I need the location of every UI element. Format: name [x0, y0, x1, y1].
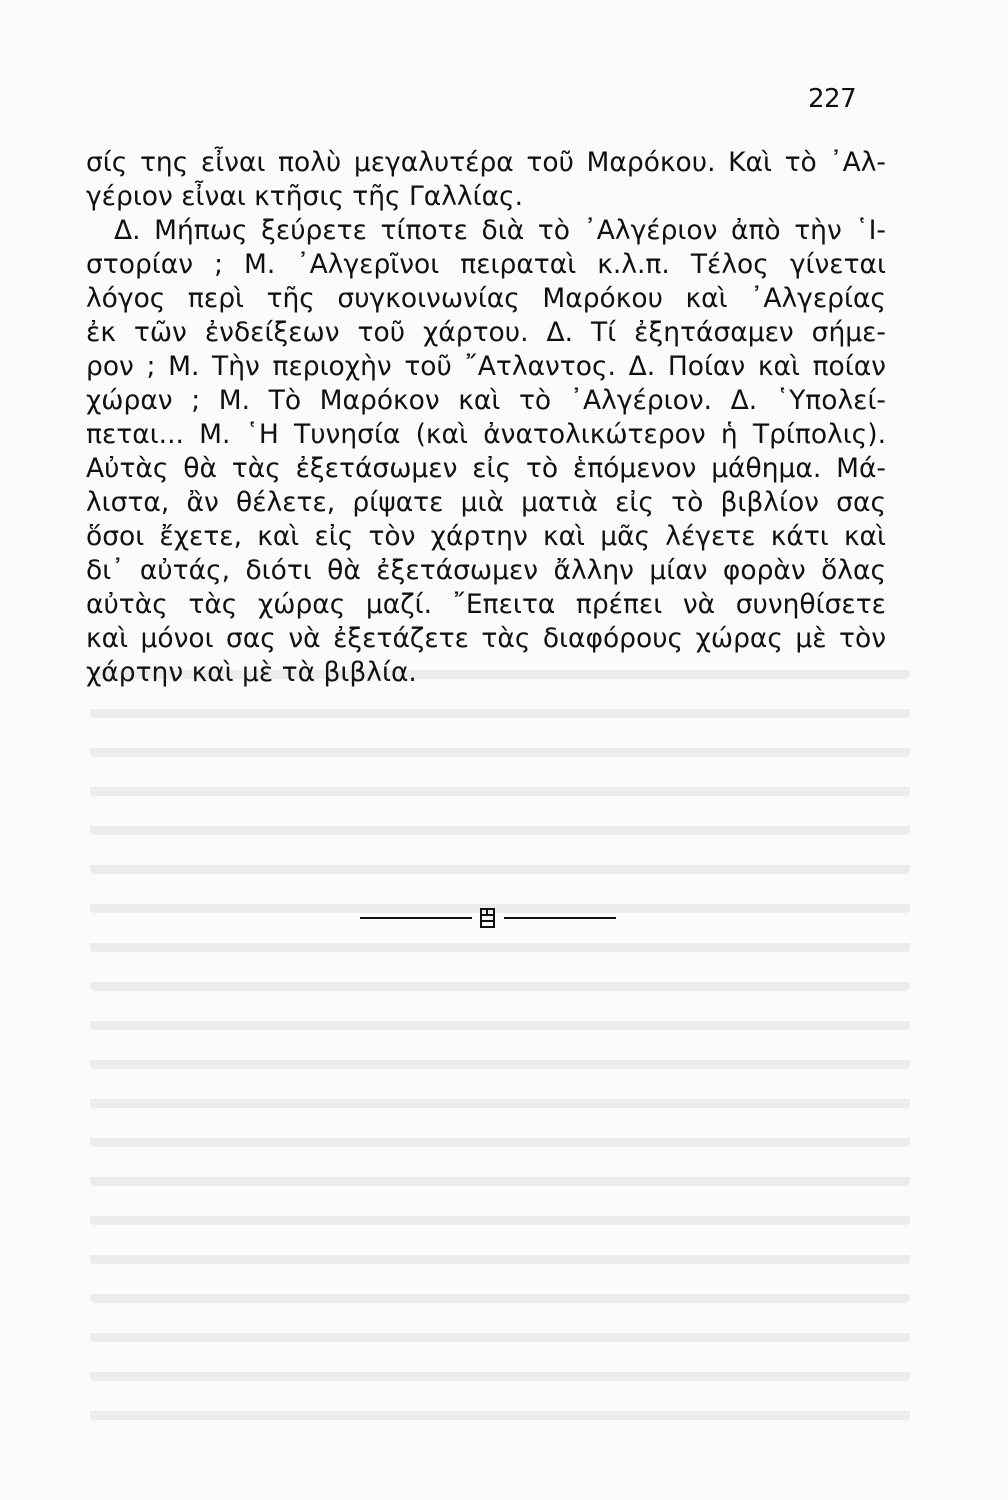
text-line: στορίαν ; Μ. ᾿Αλγερῖνοι πειραταὶ κ.λ.π. Τέλος γίνεται: [86, 249, 886, 280]
section-ornament-icon: [478, 906, 498, 930]
text-line: ὅσοι ἔχετε, καὶ εἰς τὸν χάρτην καὶ μᾶς λέγετε κάτι καὶ: [86, 521, 886, 552]
body-text: [86, 146, 886, 690]
separator-rule-left: [360, 917, 472, 919]
text-line: χάρτην καὶ μὲ τὰ βιβλία.: [86, 657, 417, 688]
text-line: Δ. Μήπως ξεύρετε τίποτε διὰ τὸ ᾿Αλγέριον ἀπὸ τὴν ῾Ι-: [114, 215, 886, 246]
text-line: χώραν ; Μ. Τὸ Μαρόκον καὶ τὸ ᾿Αλγέριον. Δ. ῾Υπολεί-: [86, 385, 886, 416]
text-line: καὶ μόνοι σας νὰ ἐξετάζετε τὰς διαφόρους χώρας μὲ τὸν: [86, 623, 886, 654]
bleed-through-texture: [90, 640, 910, 1440]
text-line: λιστα, ἂν θέλετε, ρίψατε μιὰ ματιὰ εἰς τὸ βιβλίον σας: [86, 487, 886, 518]
section-separator: [360, 906, 616, 930]
text-line: λόγος περὶ τῆς συγκοινωνίας Μαρόκου καὶ ᾿Αλγερίας: [86, 283, 886, 314]
text-line: Αὐτὰς θὰ τὰς ἐξετάσωμεν εἰς τὸ ἑπόμενον μάθημα. Μά-: [86, 453, 886, 484]
text-line: πεται... Μ. ῾Η Τυνησία (καὶ ἀνατολικώτερον ἡ Τρίπολις).: [86, 419, 886, 450]
text-line: σίς της εἶναι πολὺ μεγαλυτέρα τοῦ Μαρόκου. Καὶ τὸ ᾿Αλ-: [86, 147, 886, 178]
text-line: ρον ; Μ. Τὴν περιοχὴν τοῦ ῎Ατλαντος. Δ. Ποίαν καὶ ποίαν: [86, 351, 886, 382]
page-number: 227: [808, 84, 857, 114]
text-line: ἐκ τῶν ἐνδείξεων τοῦ χάρτου. Δ. Τί ἐξητάσαμεν σήμε-: [86, 317, 886, 348]
text-line: γέριον εἶναι κτῆσις τῆς Γαλλίας.: [86, 181, 524, 212]
text-line: αὐτὰς τὰς χώρας μαζί. ῎Επειτα πρέπει νὰ συνηθίσετε: [86, 589, 886, 620]
text-line: δι᾿ αὐτάς, διότι θὰ ἐξετάσωμεν ἄλλην μίαν φορὰν ὅλας: [86, 555, 886, 586]
separator-rule-right: [504, 917, 616, 919]
